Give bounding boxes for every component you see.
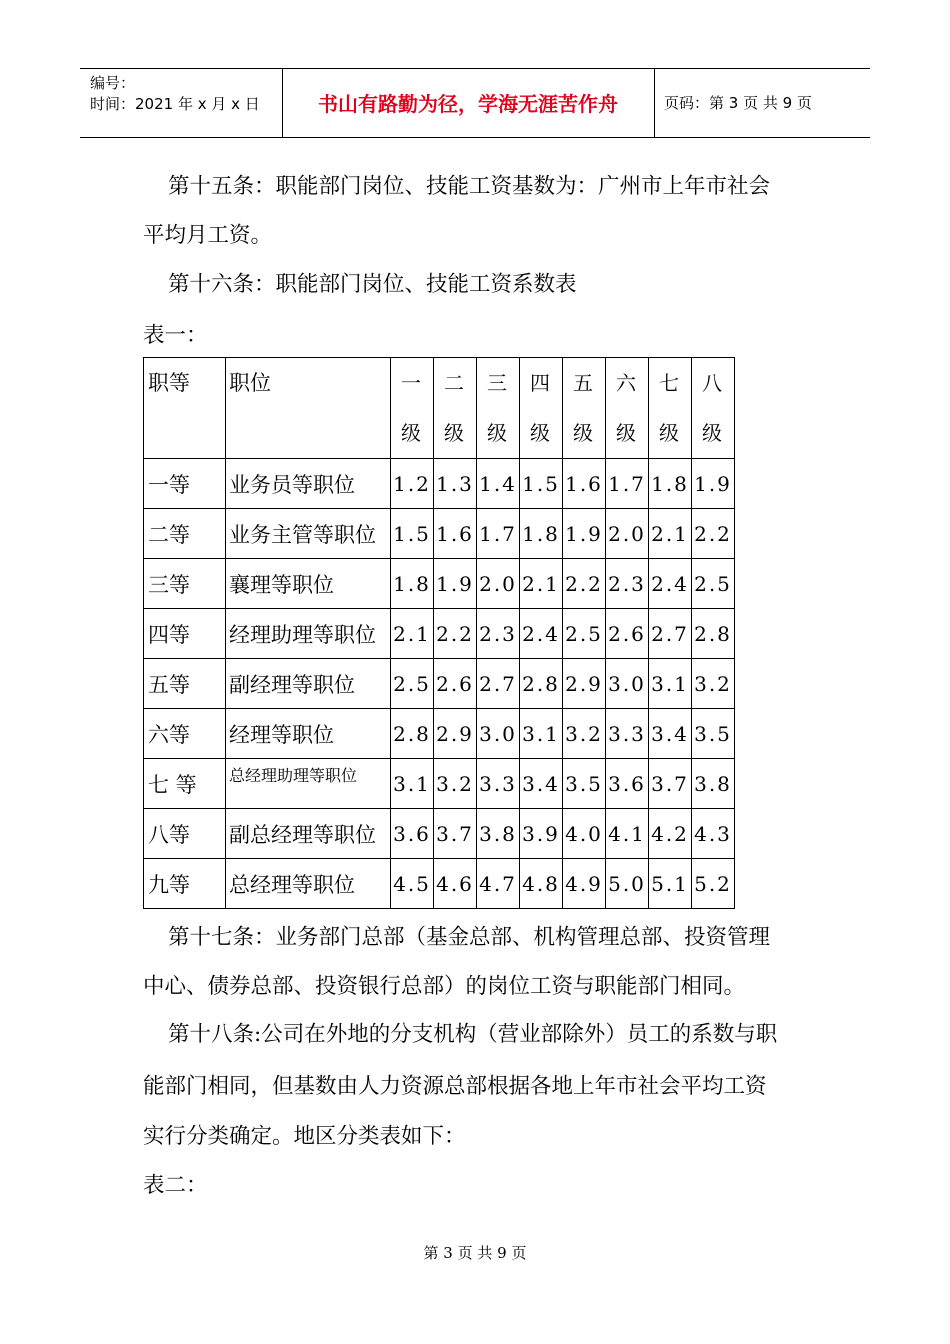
coefficient-cell: 1.2 <box>391 459 434 509</box>
rank-cell: 五等 <box>144 659 226 709</box>
table-row <box>144 559 735 609</box>
coefficient-cell: 3.2 <box>692 659 735 709</box>
table-body <box>144 459 735 909</box>
page-header <box>80 68 870 138</box>
coefficient-cell: 2.1 <box>649 509 692 559</box>
serial-label: 编号： <box>90 74 136 92</box>
rank-cell: 八等 <box>144 809 226 859</box>
coefficient-cell: 2.8 <box>692 609 735 659</box>
position-label: 总经理助理等职位 <box>229 766 358 785</box>
table-row <box>144 609 735 659</box>
coefficient-cell: 3.7 <box>649 759 692 809</box>
coefficient-cell: 4.5 <box>391 859 434 909</box>
coefficient-cell: 2.0 <box>477 559 520 609</box>
table-row <box>144 859 735 909</box>
rank-cell: 七 等 <box>144 759 226 809</box>
coefficient-cell: 2.9 <box>563 659 606 709</box>
coefficient-cell: 2.3 <box>477 609 520 659</box>
article-17-line-1: 第十七条：业务部门总部（基金总部、机构管理总部、投资管理 <box>168 925 771 950</box>
coefficient-cell: 4.3 <box>692 809 735 859</box>
position-cell: 经理等职位 <box>226 709 391 759</box>
article-18-line-1: 第十八条:公司在外地的分支机构（营业部除外）员工的系数与职 <box>168 1022 778 1047</box>
header-level-8: 八 级 <box>692 358 735 459</box>
header-level-1: 一 级 <box>391 358 434 459</box>
coefficient-cell: 3.4 <box>649 709 692 759</box>
coefficient-cell: 1.8 <box>391 559 434 609</box>
coefficient-cell: 1.5 <box>520 459 563 509</box>
coefficient-cell: 3.2 <box>434 759 477 809</box>
header-level-4: 四 级 <box>520 358 563 459</box>
article-18-line-3: 实行分类确定。地区分类表如下： <box>143 1124 466 1149</box>
article-16: 第十六条：职能部门岗位、技能工资系数表 <box>168 272 577 297</box>
rank-cell: 六等 <box>144 709 226 759</box>
header-level-5: 五 级 <box>563 358 606 459</box>
table-row <box>144 659 735 709</box>
coefficient-cell: 4.8 <box>520 859 563 909</box>
time-label: 时间：2021 年 x 月 x 日 <box>90 95 260 113</box>
coefficient-cell: 3.3 <box>606 709 649 759</box>
coefficient-cell: 3.8 <box>692 759 735 809</box>
article-17-line-2: 中心、债券总部、投资银行总部）的岗位工资与职能部门相同。 <box>143 974 746 999</box>
page-footer: 第 3 页 共 9 页 <box>423 1244 527 1262</box>
header-meta <box>90 73 260 115</box>
coefficient-cell: 3.1 <box>520 709 563 759</box>
coefficient-cell: 4.2 <box>649 809 692 859</box>
coefficient-cell: 3.5 <box>563 759 606 809</box>
coefficient-cell: 1.9 <box>563 509 606 559</box>
coefficient-cell: 2.1 <box>391 609 434 659</box>
coefficient-cell: 3.1 <box>391 759 434 809</box>
position-cell: 经理助理等职位 <box>226 609 391 659</box>
header-divider-right <box>654 69 655 137</box>
coefficient-cell: 1.3 <box>434 459 477 509</box>
coefficient-cell: 3.4 <box>520 759 563 809</box>
coefficient-cell: 5.0 <box>606 859 649 909</box>
table-1-caption: 表一： <box>143 323 208 348</box>
coefficient-cell: 1.7 <box>606 459 649 509</box>
coefficient-cell: 1.5 <box>391 509 434 559</box>
coefficient-cell: 2.8 <box>520 659 563 709</box>
coefficient-cell: 1.9 <box>692 459 735 509</box>
coefficient-cell: 2.9 <box>434 709 477 759</box>
coefficient-cell: 1.4 <box>477 459 520 509</box>
coefficient-cell: 1.7 <box>477 509 520 559</box>
coefficient-cell: 2.1 <box>520 559 563 609</box>
rank-cell: 一等 <box>144 459 226 509</box>
rank-cell: 二等 <box>144 509 226 559</box>
coefficient-cell: 1.8 <box>649 459 692 509</box>
coefficient-cell: 3.2 <box>563 709 606 759</box>
article-15-line-1: 第十五条：职能部门岗位、技能工资基数为：广州市上年市社会 <box>168 174 771 199</box>
header-level-6: 六 级 <box>606 358 649 459</box>
coefficient-cell: 1.9 <box>434 559 477 609</box>
coefficient-cell: 2.0 <box>606 509 649 559</box>
coefficient-cell: 4.0 <box>563 809 606 859</box>
coefficient-cell: 2.7 <box>649 609 692 659</box>
table-2-caption: 表二： <box>143 1173 208 1198</box>
header-page-info: 页码：第 3 页 共 9 页 <box>664 94 812 112</box>
coefficient-cell: 4.6 <box>434 859 477 909</box>
position-cell: 业务员等职位 <box>226 459 391 509</box>
coefficient-cell: 3.5 <box>692 709 735 759</box>
coefficient-cell: 4.1 <box>606 809 649 859</box>
coefficient-cell: 3.3 <box>477 759 520 809</box>
coefficient-cell: 2.2 <box>692 509 735 559</box>
position-cell: 副经理等职位 <box>226 659 391 709</box>
coefficient-cell: 2.4 <box>649 559 692 609</box>
rank-cell: 三等 <box>144 559 226 609</box>
table-row <box>144 759 735 809</box>
coefficient-cell: 2.4 <box>520 609 563 659</box>
coefficient-cell: 3.9 <box>520 809 563 859</box>
position-cell: 总经理等职位 <box>226 859 391 909</box>
coefficient-cell: 2.5 <box>563 609 606 659</box>
coefficient-cell: 2.6 <box>606 609 649 659</box>
table-row <box>144 459 735 509</box>
coefficient-cell: 2.2 <box>434 609 477 659</box>
coefficient-cell: 4.7 <box>477 859 520 909</box>
header-level-3: 三 级 <box>477 358 520 459</box>
table-header-row <box>144 358 735 459</box>
coefficient-cell: 4.9 <box>563 859 606 909</box>
coefficient-cell: 2.7 <box>477 659 520 709</box>
coefficient-cell: 5.2 <box>692 859 735 909</box>
coefficient-cell: 3.6 <box>391 809 434 859</box>
header-rank: 职等 <box>144 358 226 459</box>
coefficient-cell: 3.0 <box>606 659 649 709</box>
table-row <box>144 509 735 559</box>
position-cell: 副总经理等职位 <box>226 809 391 859</box>
header-level-2: 二 级 <box>434 358 477 459</box>
position-cell: 襄理等职位 <box>226 559 391 609</box>
header-position: 职位 <box>226 358 391 459</box>
table-row <box>144 809 735 859</box>
rank-cell: 四等 <box>144 609 226 659</box>
coefficient-cell: 3.8 <box>477 809 520 859</box>
position-cell <box>226 759 391 809</box>
coefficient-cell: 3.0 <box>477 709 520 759</box>
coefficient-cell: 2.5 <box>391 659 434 709</box>
article-18-line-2: 能部门相同，但基数由人力资源总部根据各地上年市社会平均工资 <box>143 1074 767 1099</box>
table-row <box>144 709 735 759</box>
coefficient-cell: 2.3 <box>606 559 649 609</box>
coefficient-cell: 1.6 <box>563 459 606 509</box>
rank-cell: 九等 <box>144 859 226 909</box>
coefficient-cell: 2.8 <box>391 709 434 759</box>
article-15-line-2: 平均月工资。 <box>143 223 273 248</box>
coefficient-cell: 2.2 <box>563 559 606 609</box>
coefficient-cell: 2.5 <box>692 559 735 609</box>
coefficient-cell: 5.1 <box>649 859 692 909</box>
coefficient-cell: 2.6 <box>434 659 477 709</box>
coefficient-cell: 3.1 <box>649 659 692 709</box>
header-level-7: 七 级 <box>649 358 692 459</box>
header-motto: 书山有路勤为径，学海无涯苦作舟 <box>318 92 618 116</box>
coefficient-cell: 3.7 <box>434 809 477 859</box>
coefficient-cell: 3.6 <box>606 759 649 809</box>
coefficient-cell: 1.8 <box>520 509 563 559</box>
coefficient-table <box>143 357 735 909</box>
position-cell: 业务主管等职位 <box>226 509 391 559</box>
coefficient-cell: 1.6 <box>434 509 477 559</box>
